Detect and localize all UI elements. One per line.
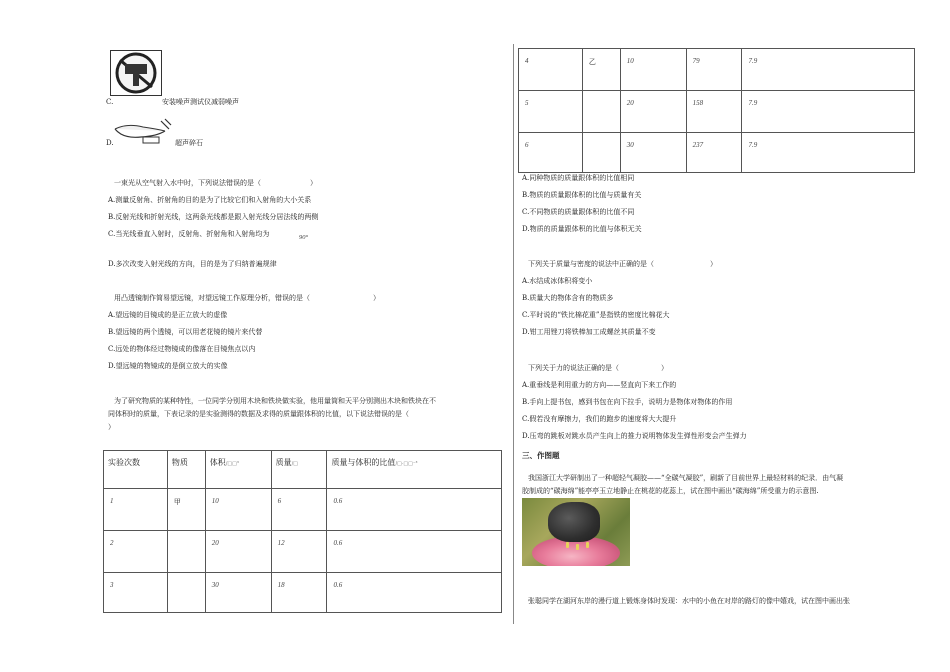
table-row: 6 30 237 7.9 bbox=[519, 133, 915, 173]
angle-value: 90° bbox=[299, 234, 309, 241]
question-mass-option-d[interactable]: D.钳工用锉刀将铁棒加工成螺丝其质量不变 bbox=[522, 328, 656, 336]
option-d-image bbox=[113, 117, 173, 145]
question-force-stem: 下列关于力的说法正确的是（ ） bbox=[528, 364, 668, 372]
question-telescope-option-b[interactable]: B.望远镜的两个透镜，可以用老花镜的镜片来代替 bbox=[108, 328, 263, 336]
question-density-stem-3: ） bbox=[108, 423, 115, 431]
table-row: 3 30 18 0.6 bbox=[104, 573, 502, 613]
carbon-sponge-photo bbox=[522, 498, 630, 566]
table-row: 5 20 158 7.9 bbox=[519, 91, 915, 133]
header-trial: 实验次数 bbox=[104, 451, 168, 489]
table-row: 2 20 12 0.6 bbox=[104, 531, 502, 573]
question-telescope-option-c[interactable]: C.远处的物体经过物镜成的像落在目镜焦点以内 bbox=[108, 345, 256, 353]
density-option-a[interactable]: A.同种物质的质量跟体积的比值相同 bbox=[522, 174, 635, 182]
question-force-option-b[interactable]: B.手向上提书包，感到书包在向下拉手，说明力是物体对物体的作用 bbox=[522, 398, 733, 406]
question-density-stem-1: 为了研究物质的某种特性，一位同学分别用木块和铁块做实验，他用量筒和天平分别测出木块和铁块在不 bbox=[114, 397, 436, 405]
question-mass-option-b[interactable]: B.质量大的物体含有的物质多 bbox=[522, 294, 614, 302]
question-light-option-d[interactable]: D.多次改变入射光线的方向，目的是为了归纳普遍规律 bbox=[108, 260, 277, 268]
question-light-stem: 一束光从空气射入水中时，下列说法错误的是（ ） bbox=[114, 179, 317, 187]
question-light-option-c[interactable]: C.当光线垂直入射时，反射角、折射角和入射角均为 bbox=[108, 230, 270, 238]
density-option-d[interactable]: D.物质的质量跟体积的比值与体积无关 bbox=[522, 225, 642, 233]
stamen bbox=[576, 544, 579, 550]
column-divider bbox=[513, 44, 514, 624]
carbon-aerogel bbox=[548, 502, 600, 542]
section-title: 三、作图题 bbox=[522, 451, 560, 460]
question-density-stem-2: 同体积时的质量，下表记录的是实验测得的数据及求得的质量跟体积的比值，以下说法错误的是（ bbox=[108, 410, 409, 418]
option-d-text: 超声碎石 bbox=[175, 139, 203, 147]
option-c-image bbox=[110, 50, 162, 96]
question-telescope-stem: 用凸透镜制作简易望远镜，对望远镜工作原理分析，错误的是（ ） bbox=[114, 294, 380, 302]
drawing-question-1-line-2: 胶制成的“碳海绵”能亭亭玉立地静止在桃花的花蕊上，试在图中画出“碳海绵”所受重力的示意图. bbox=[522, 487, 819, 495]
question-force-option-a[interactable]: A.重垂线是利用重力的方向——竖直向下来工作的 bbox=[522, 381, 677, 389]
question-mass-stem: 下列关于质量与密度的说法中正确的是（ ） bbox=[528, 260, 717, 268]
question-mass-option-a[interactable]: A.水结成冰体积将变小 bbox=[522, 277, 593, 285]
option-c-label: C. bbox=[106, 98, 114, 106]
table-row: 4 乙 10 79 7.9 bbox=[519, 49, 915, 91]
option-d-label: D. bbox=[106, 139, 114, 147]
question-force-option-d[interactable]: D.压弯的跳板对跳水员产生向上的推力说明物体发生弹性形变会产生弹力 bbox=[522, 432, 747, 440]
question-mass-option-c[interactable]: C.平时说的“铁比棉花重”是指铁的密度比棉花大 bbox=[522, 311, 670, 319]
drawing-question-1-line-1: 我国浙江大学研制出了一种超轻气凝胶——“全碳气凝胶”，刷新了目前世界上最轻材料的纪录．由气凝 bbox=[528, 474, 844, 482]
density-table-right bbox=[518, 48, 915, 173]
stamen bbox=[566, 542, 569, 548]
option-c-text: 安装噪声测试仪减弱噪声 bbox=[162, 98, 239, 106]
table-header-row bbox=[104, 451, 502, 489]
header-material: 物质 bbox=[167, 451, 205, 489]
density-option-c[interactable]: C.不同物质的质量跟体积的比值不同 bbox=[522, 208, 635, 216]
header-volume: 体积/□□³ bbox=[205, 451, 271, 489]
drawing-question-2-line-1: 张聪同学在湖河东岸的漫行道上锻炼身体时发现：水中的小鱼在对岸的路灯的像中嬉戏，试在图中画出张 bbox=[528, 597, 850, 605]
question-light-option-b[interactable]: B.反射光线和折射光线，这两条光线都是跟入射光线分居法线的两侧 bbox=[108, 213, 319, 221]
header-ratio: 质量与体积的比值/□·□□⁻³ bbox=[327, 451, 502, 489]
density-table-left bbox=[103, 450, 502, 613]
density-option-b[interactable]: B.物质的质量跟体积的比值与质量有关 bbox=[522, 191, 642, 199]
question-force-option-c[interactable]: C.假若没有摩擦力，我们的跑步的速度将大大提升 bbox=[522, 415, 677, 423]
question-telescope-option-a[interactable]: A.望远镜的目镜成的是正立放大的虚像 bbox=[108, 311, 228, 319]
table-row: 1 甲 10 6 0.6 bbox=[104, 489, 502, 531]
header-mass: 质量/□ bbox=[271, 451, 327, 489]
stamen bbox=[586, 542, 589, 548]
question-telescope-option-d[interactable]: D.望远镜的物镜成的是倒立放大的实像 bbox=[108, 362, 228, 370]
question-light-option-a[interactable]: A.测量反射角、折射角的目的是为了比较它们和入射角的大小关系 bbox=[108, 196, 312, 204]
